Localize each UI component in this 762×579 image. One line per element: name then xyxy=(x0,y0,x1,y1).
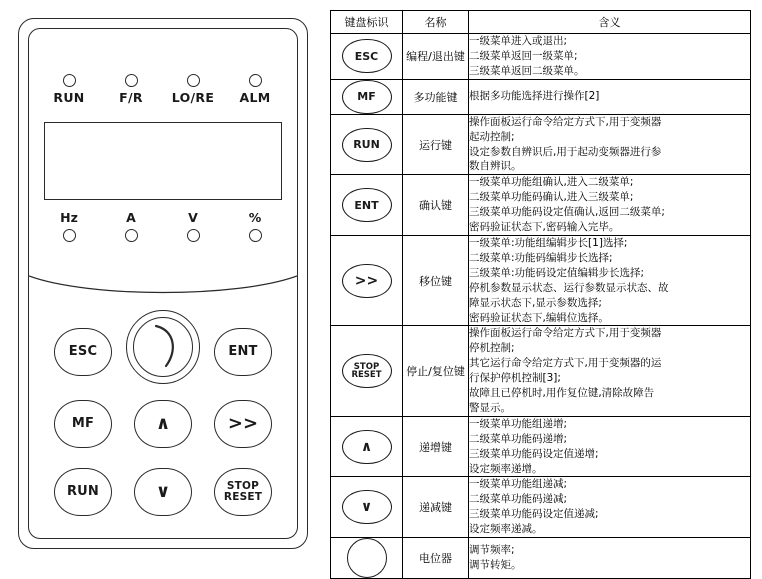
row-meaning-shift xyxy=(469,235,751,325)
stop-reset-key[interactable] xyxy=(214,468,272,516)
percent-led-cell xyxy=(230,210,280,242)
esc-key-icon xyxy=(342,39,392,73)
keypad-figure xyxy=(18,18,310,551)
hz-led-cell xyxy=(44,210,94,242)
meaning-line: 三级菜单功能码设定值递减; xyxy=(469,508,599,521)
row-icon-up xyxy=(331,416,403,477)
mf-key-label: MF xyxy=(71,416,95,432)
shift-key[interactable] xyxy=(214,400,272,448)
run-led-icon xyxy=(63,74,76,87)
table-row xyxy=(331,34,751,80)
table-row xyxy=(331,326,751,416)
hz-led-label: Hz xyxy=(60,210,78,225)
row-name-mf: 多功能键 xyxy=(403,79,469,114)
stop-key-label-line2: RESET xyxy=(223,491,263,503)
meaning-line: 设定频率递减。 xyxy=(469,523,543,536)
up-key-label: ∧ xyxy=(155,412,171,434)
stop-icon-label-line1: STOP xyxy=(353,361,380,372)
row-icon-run xyxy=(331,114,403,175)
lore-led-cell xyxy=(164,74,222,105)
meaning-line: 起动控制; xyxy=(469,130,515,143)
mf-key[interactable] xyxy=(54,400,112,448)
meaning-line: 故障且已停机时,用作复位键,清除故障告 xyxy=(469,387,655,400)
meaning-line: 停机参数显示状态、运行参数显示状态、故 xyxy=(469,281,669,294)
meaning-line: 三级菜单功能码设定值确认,返回二级菜单; xyxy=(469,206,665,219)
run-icon-label: RUN xyxy=(353,138,380,152)
header-icon: 键盘标识 xyxy=(331,11,403,34)
percent-led-label: % xyxy=(248,210,262,225)
down-key[interactable] xyxy=(134,468,192,516)
row-meaning-up xyxy=(469,416,751,477)
table-row xyxy=(331,114,751,175)
row-name-shift: 移位键 xyxy=(403,235,469,325)
run-key-icon xyxy=(342,128,392,162)
potentiometer-icon xyxy=(347,538,387,578)
table-row xyxy=(331,538,751,579)
shift-key-label: >> xyxy=(227,412,259,434)
run-key-label: RUN xyxy=(66,484,100,500)
meaning-line: 障显示状态下,显示参数选择; xyxy=(469,296,602,309)
alm-led-icon xyxy=(249,74,262,87)
table-row xyxy=(331,477,751,538)
meaning-line: 停机控制; xyxy=(469,342,515,355)
meaning-line: 一级菜单功能组递减; xyxy=(469,478,568,491)
key-description-table xyxy=(330,10,751,579)
volt-led-cell xyxy=(168,210,218,242)
meaning-line: 二级菜单功能码递减; xyxy=(469,493,568,506)
mf-key-icon xyxy=(342,80,392,114)
shift-key-icon xyxy=(342,264,392,298)
ent-key-icon xyxy=(342,188,392,222)
meaning-line: 根据多功能选择进行操作[2] xyxy=(469,90,600,103)
meaning-line: 其它运行命令给定方式下,用于变频器的运 xyxy=(469,357,662,370)
row-icon-down xyxy=(331,477,403,538)
hz-led-icon xyxy=(63,229,76,242)
esc-key-label: ESC xyxy=(68,344,98,360)
down-key-label: ∨ xyxy=(155,480,171,502)
alm-led-cell xyxy=(226,74,284,105)
percent-led-icon xyxy=(249,229,262,242)
amp-led-label: A xyxy=(126,210,136,225)
ent-icon-label: ENT xyxy=(354,198,379,212)
down-icon-label: ∨ xyxy=(360,499,373,516)
meaning-line: 操作面板运行命令给定方式下,用于变频器 xyxy=(469,327,662,340)
meaning-line: 警显示。 xyxy=(469,401,511,414)
header-name: 名称 xyxy=(403,11,469,34)
amp-led-cell xyxy=(106,210,156,242)
meaning-line: 设定参数自辨识后,用于起动变频器进行参 xyxy=(469,145,662,158)
meaning-line: 行保护停机控制[3]; xyxy=(469,372,561,385)
meaning-line: 一级菜单功能组递增; xyxy=(469,417,568,430)
row-meaning-potentiometer xyxy=(469,538,751,579)
row-icon-potentiometer xyxy=(331,538,403,579)
volt-led-label: V xyxy=(188,210,198,225)
row-name-stop: 停止/复位键 xyxy=(403,326,469,416)
up-key-icon xyxy=(342,430,392,464)
fr-led-cell xyxy=(102,74,160,105)
row-meaning-esc xyxy=(469,34,751,80)
header-meaning: 含义 xyxy=(469,11,751,34)
meaning-line: 一级菜单进入或退出; xyxy=(469,35,568,47)
row-icon-stop xyxy=(331,326,403,416)
knob-pointer-icon xyxy=(126,310,200,384)
up-icon-label: ∧ xyxy=(360,438,373,455)
meaning-line: 三级菜单:功能码设定值编辑步长选择; xyxy=(469,266,645,279)
lore-led-icon xyxy=(187,74,200,87)
up-key[interactable] xyxy=(134,400,192,448)
row-meaning-stop xyxy=(469,326,751,416)
lore-led-label: LO/RE xyxy=(171,90,215,105)
volt-led-icon xyxy=(187,229,200,242)
row-icon-ent xyxy=(331,175,403,236)
row-name-up: 递增键 xyxy=(403,416,469,477)
meaning-line: 密码验证状态下,编辑位选择。 xyxy=(469,311,609,324)
potentiometer-knob[interactable] xyxy=(126,310,202,386)
row-name-ent: 确认键 xyxy=(403,175,469,236)
meaning-line: 数自辨识。 xyxy=(469,160,522,173)
shift-icon-label: >> xyxy=(354,272,379,289)
meaning-line: 二级菜单功能码确认,进入三级菜单; xyxy=(469,191,634,204)
unit-led-row xyxy=(40,210,286,248)
row-meaning-ent xyxy=(469,175,751,236)
table-row xyxy=(331,79,751,114)
run-led-cell xyxy=(40,74,98,105)
row-icon-shift xyxy=(331,235,403,325)
meaning-line: 调节频率; xyxy=(469,544,515,557)
fr-led-icon xyxy=(125,74,138,87)
row-name-down: 递减键 xyxy=(403,477,469,538)
meaning-line: 一级菜单:功能组编辑步长[1]选择; xyxy=(469,236,628,249)
table-row xyxy=(331,416,751,477)
amp-led-icon xyxy=(125,229,138,242)
ent-key-label: ENT xyxy=(228,344,258,360)
meaning-line: 三级菜单功能码设定值递增; xyxy=(469,447,599,460)
alm-led-label: ALM xyxy=(239,90,271,105)
row-icon-mf xyxy=(331,79,403,114)
table-row xyxy=(331,235,751,325)
down-key-icon xyxy=(342,490,392,524)
esc-key[interactable] xyxy=(54,328,112,376)
row-meaning-run xyxy=(469,114,751,175)
stop-key-label-line1: STOP xyxy=(226,480,260,493)
meaning-line: 操作面板运行命令给定方式下,用于变频器 xyxy=(469,115,662,128)
row-meaning-down xyxy=(469,477,751,538)
stop-reset-key-icon xyxy=(342,354,392,388)
meaning-line: 一级菜单功能组确认,进入二级菜单; xyxy=(469,176,634,189)
panel-divider-curve xyxy=(29,272,297,298)
table-header-row xyxy=(331,11,751,34)
row-name-esc: 编程/退出键 xyxy=(403,34,469,80)
row-name-potentiometer: 电位器 xyxy=(403,538,469,579)
meaning-line: 调节转矩。 xyxy=(469,559,522,572)
stop-icon-label-line2: RESET xyxy=(351,370,382,381)
meaning-line: 二级菜单功能码递增; xyxy=(469,432,568,445)
row-icon-esc xyxy=(331,34,403,80)
row-meaning-mf xyxy=(469,79,751,114)
meaning-line: 三级菜单返回二级菜单。 xyxy=(469,64,585,77)
esc-icon-label: ESC xyxy=(354,49,379,63)
table-row xyxy=(331,175,751,236)
meaning-line: 设定频率递增。 xyxy=(469,462,543,475)
meaning-line: 密码验证状态下,密码输入完毕。 xyxy=(469,221,620,234)
lcd-display xyxy=(44,122,282,200)
meaning-line: 二级菜单:功能码编辑步长选择; xyxy=(469,251,613,264)
meaning-line: 二级菜单返回一级菜单; xyxy=(469,49,578,62)
ent-key[interactable] xyxy=(214,328,272,376)
run-key[interactable] xyxy=(54,468,112,516)
row-name-run: 运行键 xyxy=(403,114,469,175)
mf-icon-label: MF xyxy=(357,90,376,104)
fr-led-label: F/R xyxy=(119,90,143,105)
run-led-label: RUN xyxy=(53,90,85,105)
status-led-row xyxy=(40,74,286,112)
